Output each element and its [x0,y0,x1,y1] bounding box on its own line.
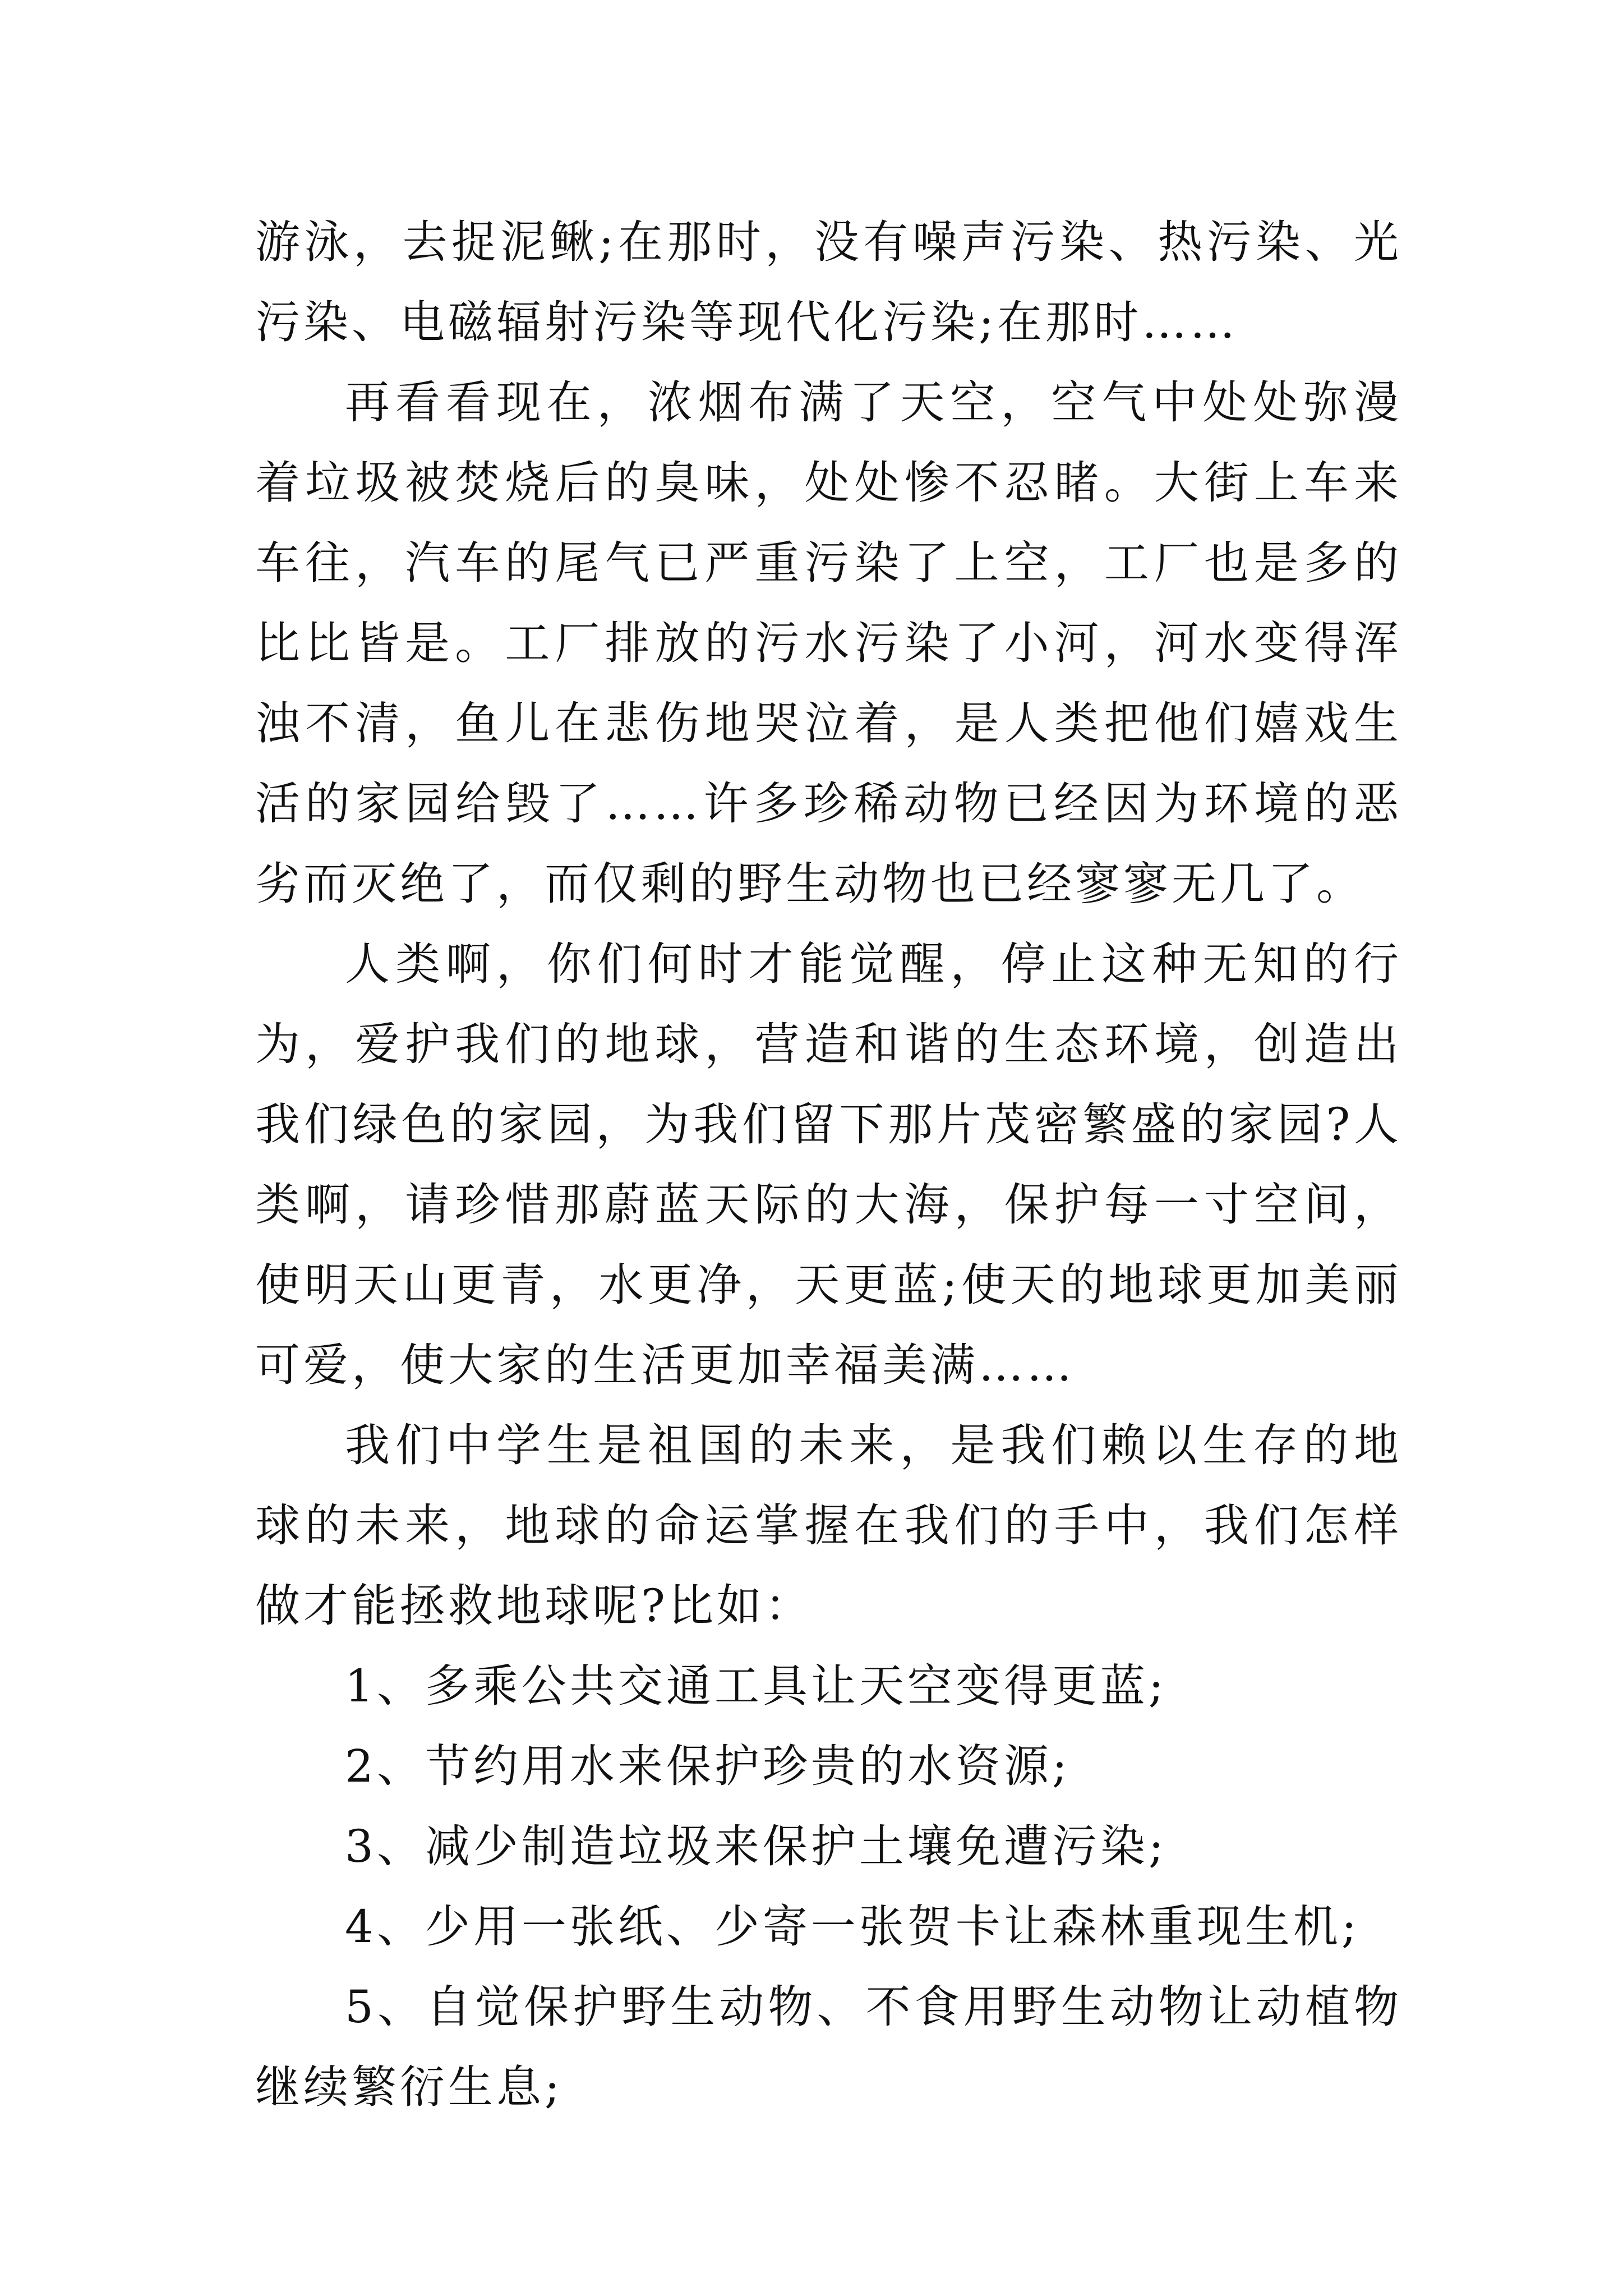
list-item-2: 2、节约用水来保护珍贵的水资源; [345,1740,1071,1792]
paragraph-continuation: 游泳，去捉泥鳅;在那时，没有噪声污染、热污染、光污染、电磁辐射污染等现代化污染;在那时…… [255,216,1402,348]
paragraph-appeal: 人类啊，你们何时才能觉醒，停止这种无知的行为，爱护我们的地球，营造和谐的生态环境，创造出我们绿色的家园，为我们留下那片茂密繁盛的家园?人类啊，请珍惜那蔚蓝天际的大海，保护每一寸空间，使明天山更青，水更净，天更蓝;使天的地球更加美丽可爱，使大家的生活更加幸福美满…… [255,938,1402,1391]
document-body [255,202,1402,2127]
list-item-1: 1、多乘公共交通工具让天空变得更蓝; [345,1660,1167,1712]
list-item-4: 4、少用一张纸、少寄一张贺卡让森林重现生机; [345,1901,1360,1953]
paragraph-students: 我们中学生是祖国的未来，是我们赖以生存的地球的未来，地球的命运掌握在我们的手中，我们怎样做才能拯救地球呢?比如： [255,1419,1402,1632]
list-item-3: 3、减少制造垃圾来保护土壤免遭污染; [345,1820,1167,1872]
list-item-5: 5、自觉保护野生动物、不食用野生动物让动植物继续繁衍生息; [255,1981,1402,2113]
paragraph-pollution-now: 再看看现在，浓烟布满了天空，空气中处处弥漫着垃圾被焚烧后的臭味，处处惨不忍睹。大街上车来车往，汽车的尾气已严重污染了上空，工厂也是多的比比皆是。工厂排放的污水污染了小河，河水变得浑浊不清，鱼儿在悲伤地哭泣着，是人类把他们嬉戏生活的家园给毁了……许多珍稀动物已经因为环境的恶劣而灭绝了，而仅剩的野生动物也已经寥寥无几了。 [255,376,1402,910]
